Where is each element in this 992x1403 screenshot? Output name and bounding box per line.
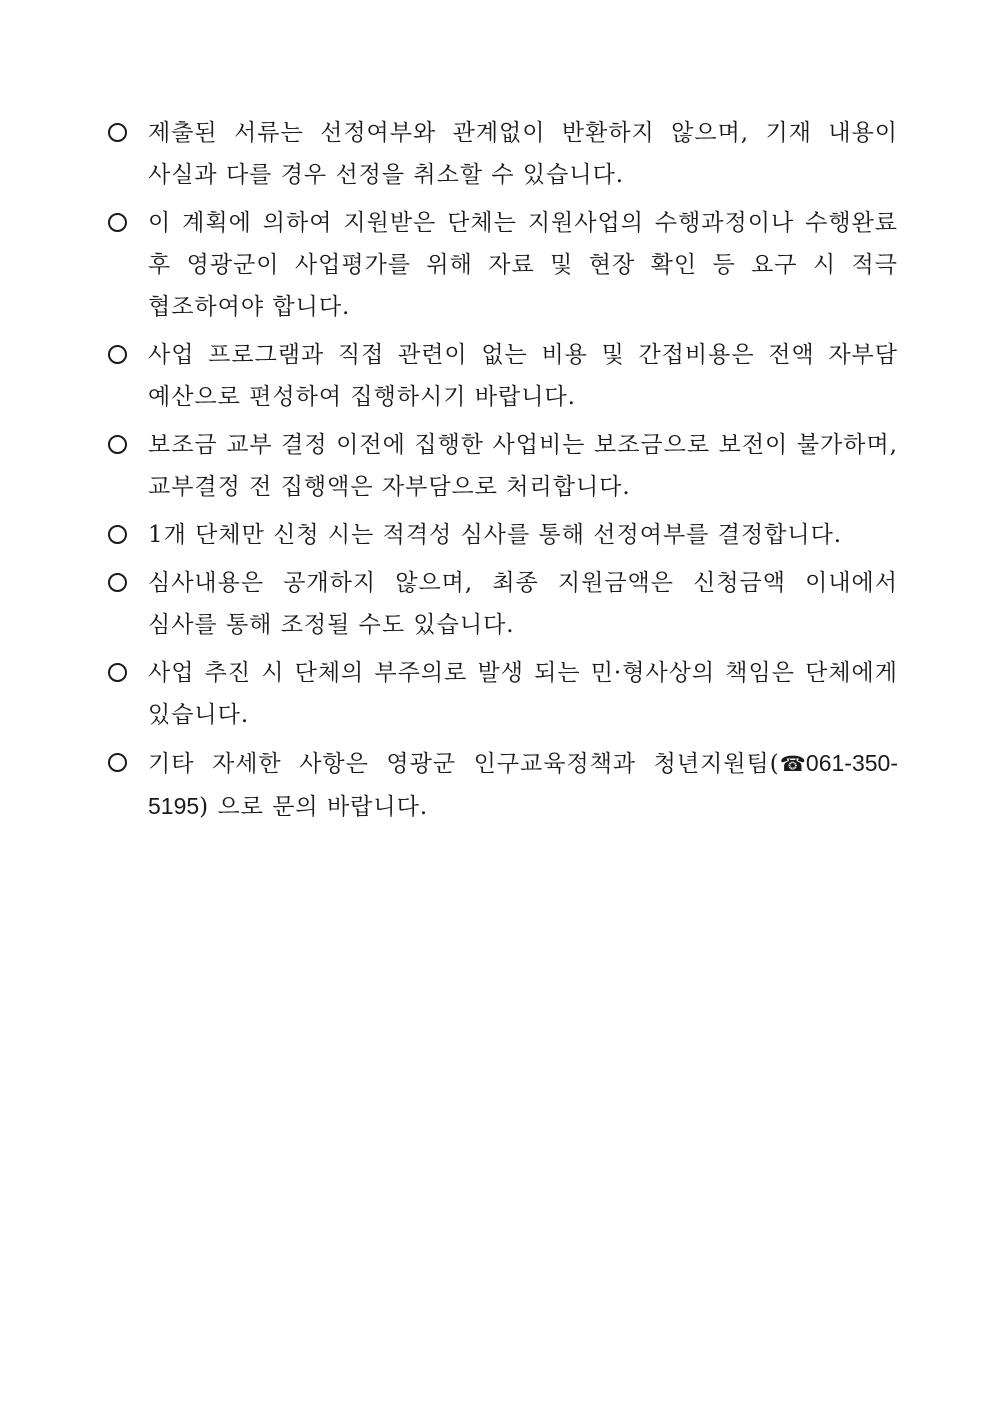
notice-item bbox=[106, 514, 898, 556]
phone-number: 061-350-5195 bbox=[148, 750, 898, 819]
notice-text: 사업 추진 시 단체의 부주의로 발생 되는 민·형사상의 책임은 단체에게 있습니다. bbox=[148, 660, 898, 728]
notice-text: 제출된 서류는 선정여부와 관계없이 반환하지 않으며, 기재 내용이 사실과 다를 경우 선정을 취소할 수 있습니다. bbox=[148, 120, 898, 188]
circle-bullet-icon bbox=[108, 123, 127, 142]
notice-text: 이 계획에 의하여 지원받은 단체는 지원사업의 수행과정이나 수행완료 후 영광군이 사업평가를 위해 자료 및 현장 확인 등 요구 시 적극 협조하여야 합니다. bbox=[148, 210, 898, 320]
notice-text: 사업 프로그램과 직접 관련이 없는 비용 및 간접비용은 전액 자부담 예산으로 편성하여 집행하시기 바랍니다. bbox=[148, 342, 898, 410]
notice-item bbox=[106, 112, 898, 196]
circle-bullet-icon bbox=[108, 663, 127, 682]
circle-bullet-icon bbox=[108, 213, 127, 232]
circle-bullet-icon bbox=[108, 435, 127, 454]
notice-list bbox=[106, 112, 898, 834]
contact-notice-item bbox=[106, 742, 898, 828]
notice-text: 1개 단체만 신청 시는 적격성 심사를 통해 선정여부를 결정합니다. bbox=[148, 522, 843, 548]
contact-prefix-text: 기타 자세한 사항은 영광군 인구교육정책과 청년지원팀( bbox=[148, 751, 780, 777]
circle-bullet-icon bbox=[108, 525, 127, 544]
notice-text: 심사내용은 공개하지 않으며, 최종 지원금액은 신청금액 이내에서 심사를 통해 조정될 수도 있습니다. bbox=[148, 570, 898, 638]
notice-item bbox=[106, 652, 898, 736]
circle-bullet-icon bbox=[108, 573, 127, 592]
notice-item bbox=[106, 562, 898, 646]
circle-bullet-icon bbox=[108, 753, 127, 772]
notice-item bbox=[106, 334, 898, 418]
contact-suffix-text: ) 으로 문의 바랍니다. bbox=[199, 794, 429, 820]
circle-bullet-icon bbox=[108, 345, 127, 364]
notice-item bbox=[106, 202, 898, 328]
notice-text: 보조금 교부 결정 이전에 집행한 사업비는 보조금으로 보전이 불가하며, 교부결정 전 집행액은 자부담으로 처리합니다. bbox=[148, 432, 898, 500]
notice-item bbox=[106, 424, 898, 508]
telephone-icon: ☎ bbox=[779, 752, 806, 776]
